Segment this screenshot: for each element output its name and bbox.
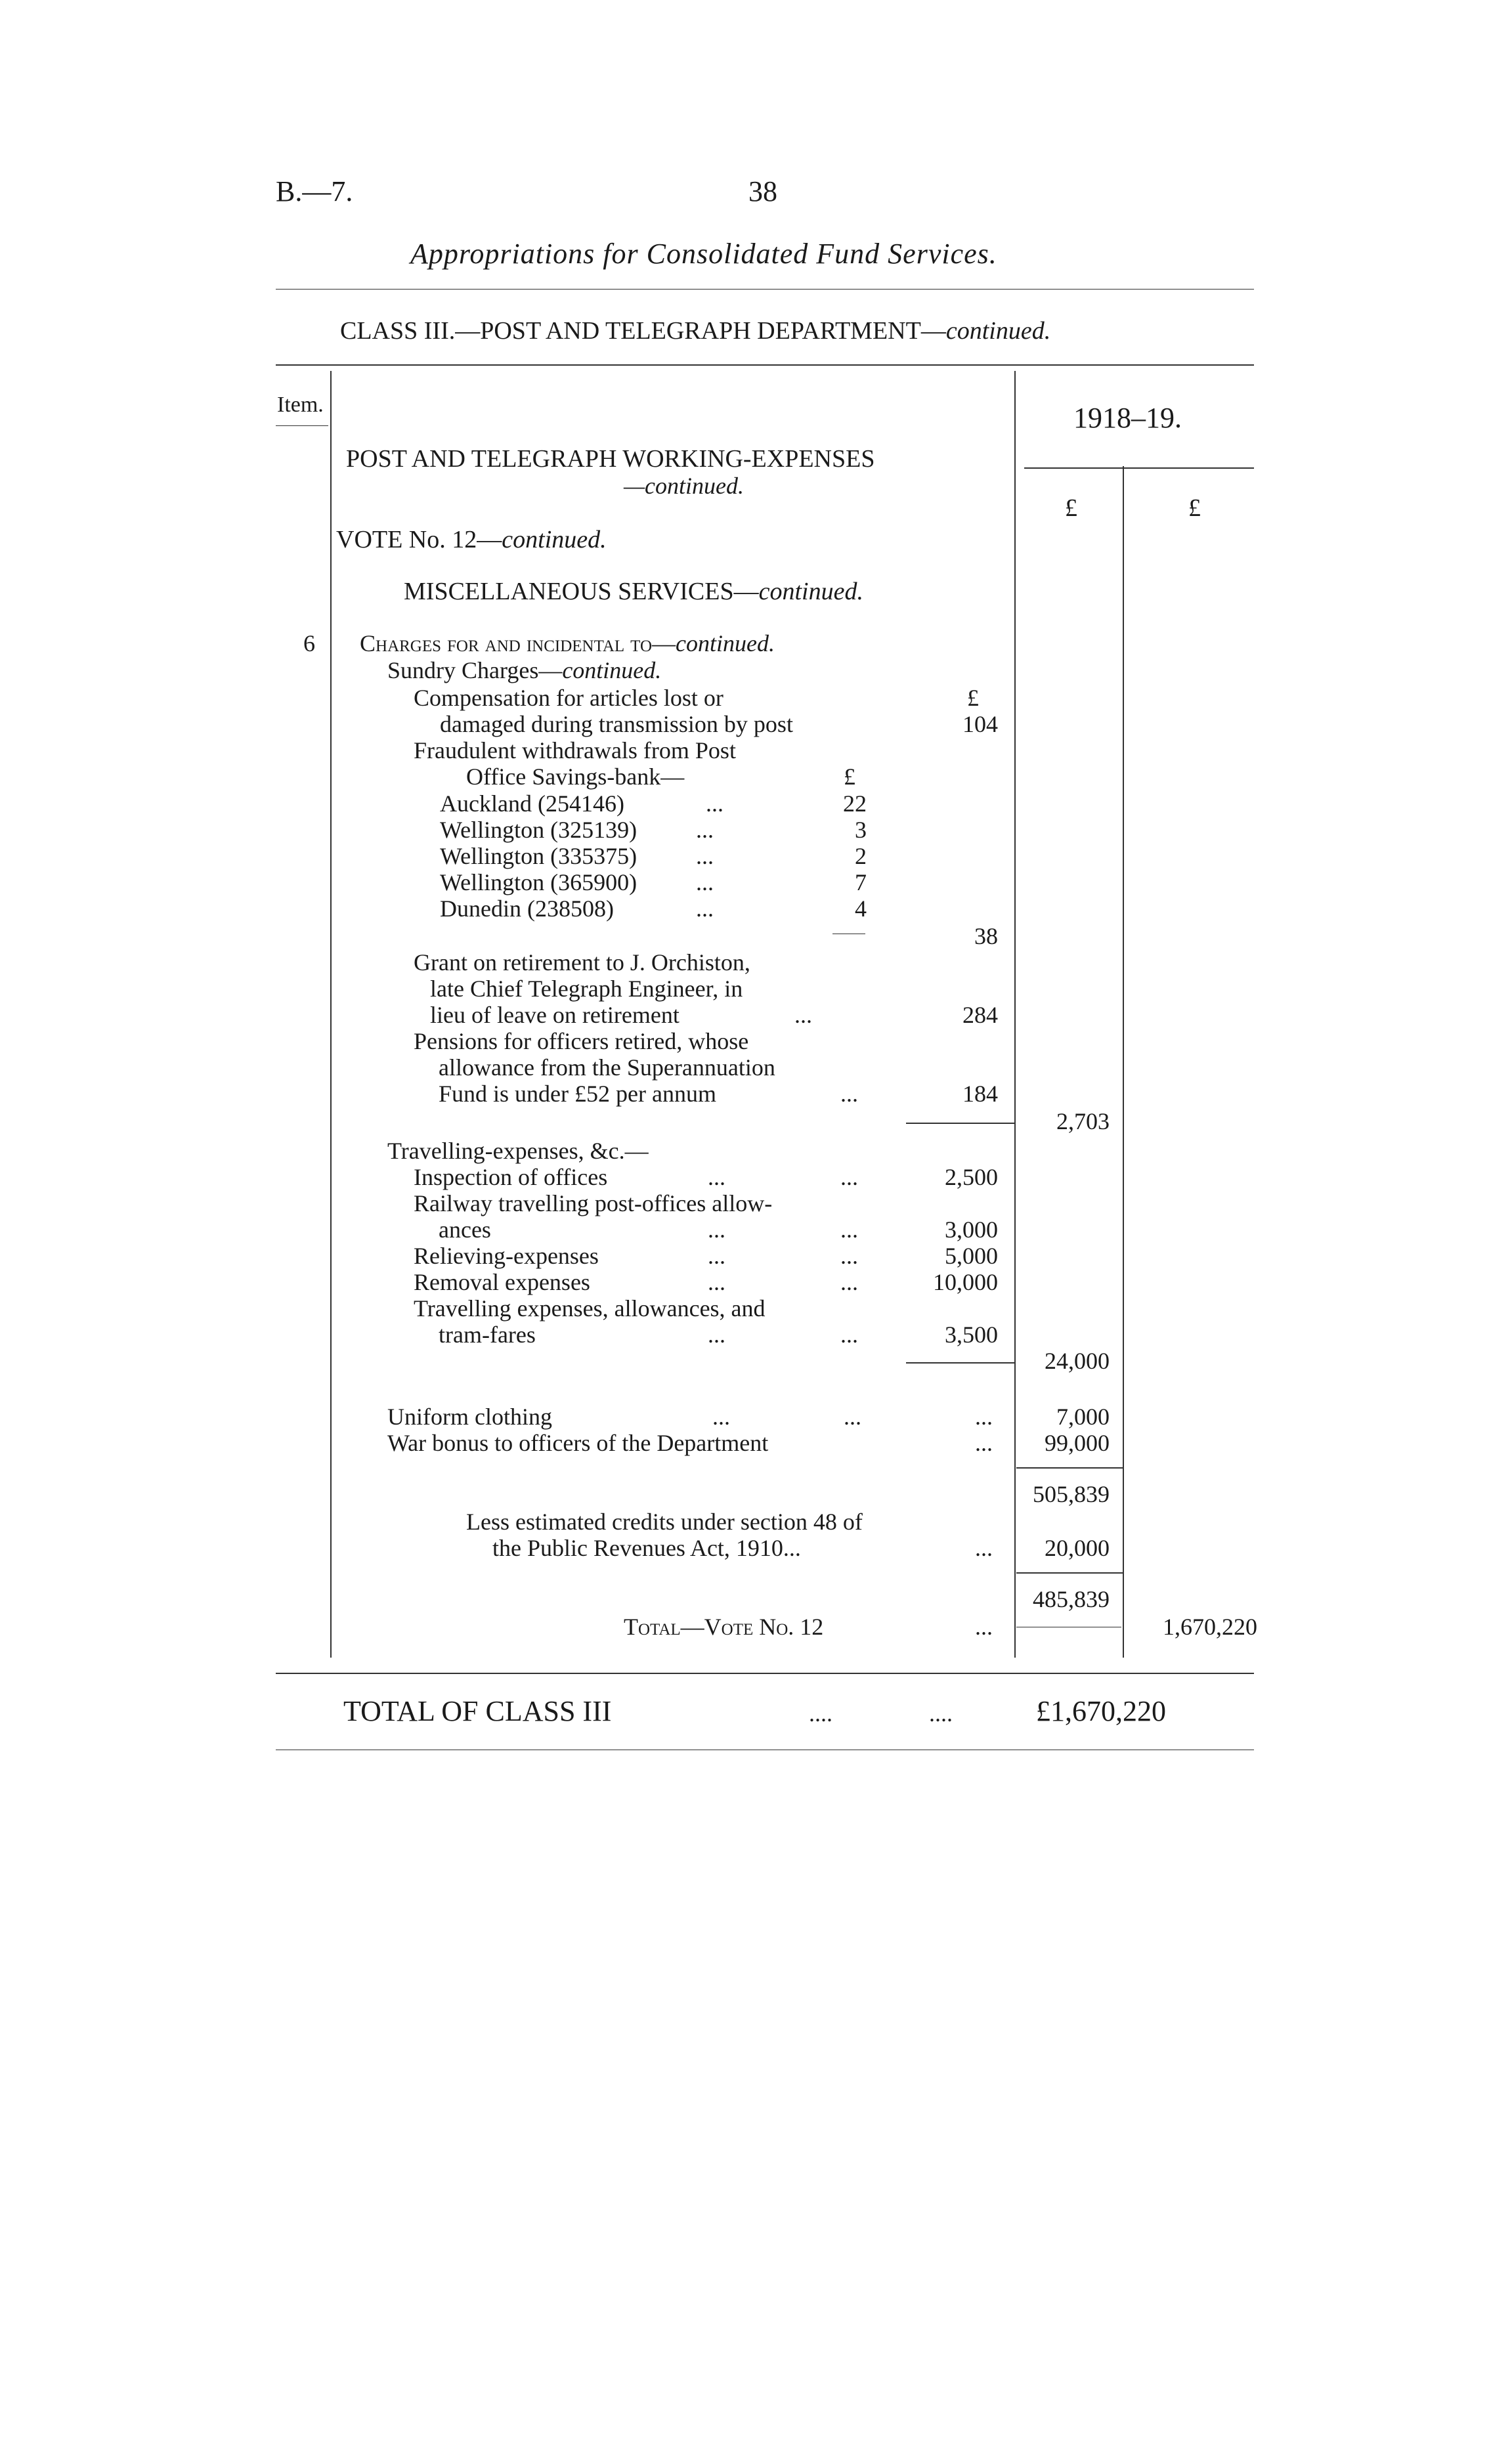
fraud-entry-label: Dunedin (238508) [440, 895, 614, 922]
class-total-dots1: .... [809, 1700, 832, 1727]
year-heading: 1918–19. [1073, 402, 1182, 434]
uniform-label: Uniform clothing [387, 1404, 552, 1430]
railway-dots2: ... [840, 1216, 858, 1243]
fraudulent-line2: Office Savings-bank— [466, 763, 685, 790]
railway-dots1: ... [708, 1216, 725, 1243]
sundry-subtotal-rule [906, 1123, 1014, 1124]
fraud-entry-amount: 2 [855, 843, 867, 869]
total-vote-amount: 1,670,220 [1163, 1614, 1257, 1640]
fraud-entry-amount: 7 [855, 869, 867, 895]
removal-amount: 10,000 [933, 1269, 998, 1295]
fraud-entry-dots: ... [696, 869, 714, 895]
war-bonus-amount: 99,000 [1045, 1430, 1110, 1456]
inspection-dots1: ... [708, 1164, 725, 1190]
removal-label: Removal expenses [414, 1269, 590, 1295]
vote-heading: VOTE No. 12—continued. [336, 526, 607, 553]
uniform-dots3: ... [975, 1404, 993, 1430]
pensions-line1: Pensions for officers retired, whose [414, 1028, 749, 1054]
travelling-subtotal-rule [906, 1362, 1014, 1364]
fraud-entry-dots: ... [696, 817, 714, 843]
less-credits-line2: the Public Revenues Act, 1910... [492, 1535, 801, 1561]
less-credits-amount: 20,000 [1045, 1535, 1110, 1561]
grant-amount: 284 [962, 1002, 998, 1028]
fraudulent-currency: £ [844, 763, 855, 790]
section-title-cont: —continued. [624, 473, 744, 499]
uniform-amount: 7,000 [1056, 1404, 1110, 1430]
fraudulent-line1: Fraudulent withdrawals from Post [414, 737, 736, 763]
pensions-line3: Fund is under £52 per annum [439, 1081, 716, 1107]
grant-line3: lieu of leave on retirement [430, 1002, 680, 1028]
pensions-amount: 184 [962, 1081, 998, 1107]
rule-table-top [276, 364, 1254, 366]
pensions-dots: ... [840, 1081, 858, 1107]
item-heading: Charges for and incidental to—continued. [360, 630, 775, 656]
war-bonus-dots: ... [975, 1430, 993, 1456]
class-heading: CLASS III.—POST AND TELEGRAPH DEPARTMENT—continued. [340, 317, 1051, 345]
relieving-dots1: ... [708, 1243, 725, 1269]
grant-line1: Grant on retirement to J. Orchiston, [414, 949, 750, 976]
col-line-amount2 [1123, 466, 1124, 1658]
uniform-dots1: ... [712, 1404, 730, 1430]
fraud-entry-label: Wellington (325139) [440, 817, 637, 843]
grant-dots: ... [794, 1002, 812, 1028]
net-amount: 485,839 [1033, 1586, 1110, 1612]
net-rule [1016, 1572, 1123, 1574]
inspection-label: Inspection of offices [414, 1164, 608, 1190]
section-title: POST AND TELEGRAPH WORKING-EXPENSES [346, 445, 875, 473]
col-line-amount1 [1014, 371, 1016, 1658]
subsection-heading: MISCELLANEOUS SERVICES—continued. [404, 578, 863, 605]
relieving-dots2: ... [840, 1243, 858, 1269]
rule-item-label [276, 425, 328, 426]
compensation-amount: 104 [962, 711, 998, 737]
class-total-dots2: .... [929, 1700, 953, 1727]
fraud-entry-dots: ... [706, 790, 724, 817]
report-code: B.—7. [276, 175, 353, 207]
currency-col2: £ [1188, 494, 1201, 522]
war-bonus-label: War bonus to officers of the Department [387, 1430, 769, 1456]
fraud-entry-amount: 3 [855, 817, 867, 843]
fraud-entry-dots: ... [696, 843, 714, 869]
rule-year [1024, 467, 1254, 469]
inspection-dots2: ... [840, 1164, 858, 1190]
subtotal-rule [1016, 1467, 1123, 1469]
fraudulent-total: 38 [974, 923, 998, 949]
fraud-entry-dots: ... [696, 895, 714, 922]
railway-line1: Railway travelling post-offices allow- [414, 1190, 773, 1216]
fraud-entry-amount: 22 [843, 790, 867, 817]
relieving-amount: 5,000 [945, 1243, 998, 1269]
item-column-label: Item. [277, 393, 324, 417]
total-vote-dots: ... [975, 1614, 993, 1640]
grant-line2: late Chief Telegraph Engineer, in [430, 976, 743, 1002]
page-title: Appropriations for Consolidated Fund Services. [410, 238, 997, 270]
travelling-allow-dots1: ... [708, 1322, 725, 1348]
less-credits-line1: Less estimated credits under section 48 of [466, 1509, 863, 1535]
railway-amount: 3,000 [945, 1216, 998, 1243]
item-number: 6 [303, 630, 315, 656]
class-total-label: TOTAL OF CLASS III [343, 1695, 612, 1727]
fraud-entry-label: Wellington (365900) [440, 869, 637, 895]
travelling-allow-line2: tram-fares [439, 1322, 536, 1348]
class-total-amount: £1,670,220 [1036, 1695, 1166, 1727]
compensation-currency: £ [967, 685, 979, 711]
travelling-allow-amount: 3,500 [945, 1322, 998, 1348]
pensions-line2: allowance from the Superannuation [439, 1054, 775, 1081]
fraud-entry-label: Wellington (335375) [440, 843, 637, 869]
travelling-allow-dots2: ... [840, 1322, 858, 1348]
sundry-heading: Sundry Charges—continued. [387, 657, 662, 683]
total-vote-label: Total—Vote No. 12 [624, 1614, 824, 1640]
less-credits-dots: ... [975, 1535, 993, 1561]
fraud-entry-label: Auckland (254146) [440, 790, 624, 817]
travelling-heading: Travelling-expenses, &c.— [387, 1138, 649, 1164]
compensation-line1: Compensation for articles lost or [414, 685, 724, 711]
removal-dots1: ... [708, 1269, 725, 1295]
currency-col1: £ [1065, 494, 1077, 522]
uniform-dots2: ... [844, 1404, 861, 1430]
railway-line2: ances [439, 1216, 491, 1243]
rule-class-total-top [276, 1673, 1254, 1674]
removal-dots2: ... [840, 1269, 858, 1295]
travelling-allow-line1: Travelling expenses, allowances, and [414, 1295, 766, 1322]
relieving-label: Relieving-expenses [414, 1243, 599, 1269]
fraud-entry-amount: 4 [855, 895, 867, 922]
page-number: 38 [748, 175, 777, 207]
inspection-amount: 2,500 [945, 1164, 998, 1190]
travelling-total: 24,000 [1045, 1348, 1110, 1374]
compensation-line2: damaged during transmission by post [440, 711, 793, 737]
rule-top [276, 289, 1254, 290]
subtotal-amount: 505,839 [1033, 1481, 1110, 1507]
col-line-item [330, 371, 332, 1658]
sundry-total: 2,703 [1056, 1108, 1110, 1134]
